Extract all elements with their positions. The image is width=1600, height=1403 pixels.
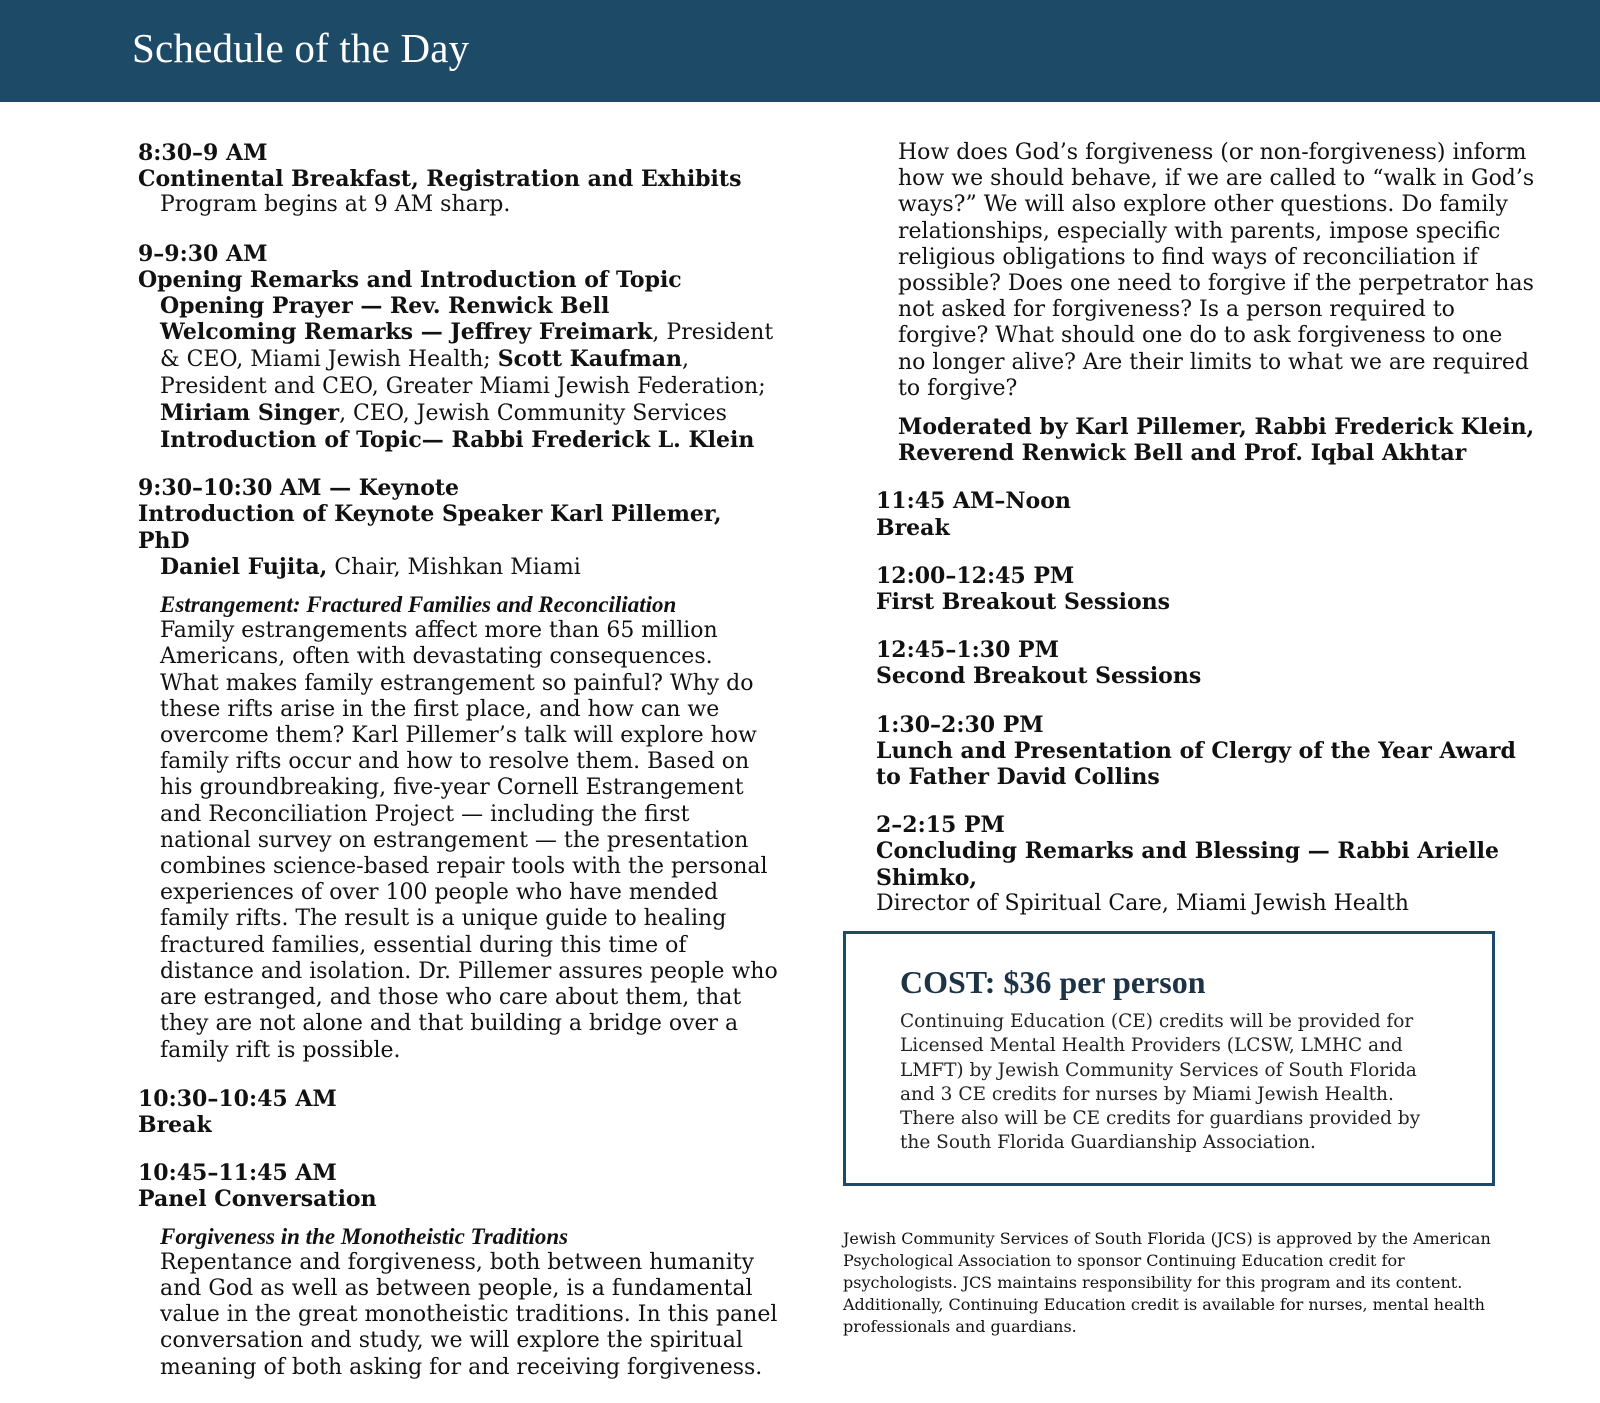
schedule-title: Break (138, 1111, 212, 1138)
speaker-role: , CEO, Jewish Community Services (339, 400, 727, 426)
schedule-time: 9:30–10:30 AM — Keynote (138, 475, 460, 502)
introduction-of-topic: Introduction of Topic— Rabbi Frederick L. Klein (160, 427, 755, 454)
speaker-role: , President & CEO, Miami Jewish Health; (160, 320, 774, 373)
schedule-item-break-noon (876, 488, 1536, 540)
schedule-time: 8:30–9 AM (138, 140, 268, 166)
accreditation-footnote: Jewish Community Services of South Florida (JCS) is approved by the American Psychological Association to sponsor Continuing Education credit for psychologists. JCS maintains responsibility for this program and its content. Additionally, Continuing Education credit is available for nurses, mental health professionals and guardians. (843, 1229, 1491, 1336)
schedule-item-opening (138, 241, 778, 454)
schedule-title: Opening Remarks and Introduction of Topic (138, 266, 682, 293)
chair-name: Daniel Fujita, (160, 553, 328, 580)
chair-role: Chair, Mishkan Miami (327, 554, 581, 580)
speaker-name: Jeffrey Freimark (450, 319, 653, 346)
keynote-details (138, 554, 778, 1064)
opening-details (138, 293, 778, 453)
schedule-title: First Breakout Sessions (876, 589, 1171, 616)
schedule-time: 9–9:30 AM (138, 240, 268, 267)
schedule-right-column (876, 140, 1536, 939)
schedule-item-breakout-1 (876, 563, 1536, 615)
schedule-item-breakfast (138, 140, 778, 219)
schedule-title: Lunch and Presentation of Clergy of the Year Award to Father David Collins (876, 737, 1516, 791)
cost-title: COST: $36 per person (900, 964, 1206, 1000)
schedule-item-lunch (876, 712, 1536, 791)
panel-description-continued: How does God’s forgiveness (or non-forgiveness) inform how we should behave, if we are called to “walk in God’s ways?” We will also explore other questions. Do family relationships, especially with parents, impose specific religious obligations to find ways of reconciliation if possible? Does one need to forgive if the perpetrator has not asked for forgiveness? Is a person required to forgive? What should one do to ask forgiveness to one no longer alive? Are their limits to what we are required to forgive? (898, 140, 1535, 401)
speaker-role: , President and CEO, Greater Miami Jewish Federation; (160, 347, 766, 399)
welcoming-remarks (160, 319, 778, 427)
schedule-time: 1:30–2:30 PM (876, 711, 1044, 738)
schedule-item-concluding (876, 812, 1536, 917)
speaker-name: Scott Kaufman (497, 346, 683, 373)
schedule-time: 10:45–11:45 AM (138, 1160, 337, 1187)
schedule-time: 12:00–12:45 PM (876, 562, 1075, 589)
panel-continuation (876, 140, 1536, 466)
schedule-title: Panel Conversation (138, 1186, 377, 1213)
panel-moderators: Moderated by Karl Pillemer, Rabbi Frederick Klein, Reverend Renwick Bell and Prof. Iqbal Akhtar (898, 414, 1535, 467)
schedule-time: 12:45–1:30 PM (876, 637, 1059, 664)
opening-prayer: Opening Prayer — Rev. Renwick Bell (160, 293, 610, 320)
page-header (0, 0, 1600, 102)
schedule-time: 11:45 AM–Noon (876, 488, 1071, 515)
schedule-time: 2–2:15 PM (876, 812, 1005, 839)
panel-description: Repentance and forgiveness, both between humanity and God as well as between people, is a fundamental value in the great monotheistic traditions. In this panel conversation and study, we will explore the spiritual meaning of both asking for and receiving forgiveness. (160, 1249, 778, 1380)
panel-details (138, 1224, 778, 1381)
schedule-note: Program begins at 9 AM sharp. (160, 192, 511, 218)
schedule-title: Continental Breakfast, Registration and Exhibits (138, 166, 742, 193)
schedule-item-keynote (138, 475, 778, 1063)
schedule-title: Break (876, 514, 950, 541)
schedule-item-break-morning (138, 1086, 778, 1138)
page-title: Schedule of the Day (132, 25, 470, 71)
schedule-item-breakout-2 (876, 637, 1536, 689)
schedule-item-panel (138, 1160, 778, 1381)
chair-line (160, 554, 778, 581)
welcome-label: Welcoming Remarks — (160, 319, 451, 346)
schedule-title: Concluding Remarks and Blessing — Rabbi Arielle Shimko, (876, 838, 1500, 891)
cost-description: Continuing Education (CE) credits will be provided for Licensed Mental Health Providers (LCSW, LMHC and LMFT) by Jewish Community Services of South Florida and 3 CE credits for nurses by Miami Jewish Health. There also will be CE credits for guardians provided by the South Florida Guardianship Association. (900, 1011, 1421, 1154)
speaker-name: Miriam Singer (160, 399, 340, 426)
schedule-left-column (138, 140, 778, 1403)
schedule-time: 10:30–10:45 AM (138, 1085, 337, 1112)
cost-box (843, 931, 1495, 1186)
keynote-description: Family estrangements affect more than 65 million Americans, often with devastating consequences. What makes family estrangement so painful? Why do these rifts arise in the first place, and how can we overcome them? Karl Pillemer’s talk will explore how family rifts occur and how to resolve them. Based on his groundbreaking, five-year Cornell Estrangement and Reconciliation Project — including the first national survey on estrangement — the presentation combines science-based repair tools with the personal experiences of over 100 people who have mended family rifts. The result is a unique guide to healing fractured families, essential during this time of distance and isolation. Dr. Pillemer assures people who are estranged, and those who care about them, that they are not alone and that building a bridge over a family rift is possible. (160, 618, 778, 1063)
panel-talk-title: Forgiveness in the Monotheistic Traditions (160, 1223, 569, 1249)
schedule-title: Second Breakout Sessions (876, 663, 1202, 690)
schedule-title: Introduction of Keynote Speaker Karl Pillemer, PhD (138, 501, 722, 554)
keynote-talk-title: Estrangement: Fractured Families and Reconciliation (160, 592, 677, 618)
schedule-role: Director of Spiritual Care, Miami Jewish Health (876, 890, 1409, 916)
